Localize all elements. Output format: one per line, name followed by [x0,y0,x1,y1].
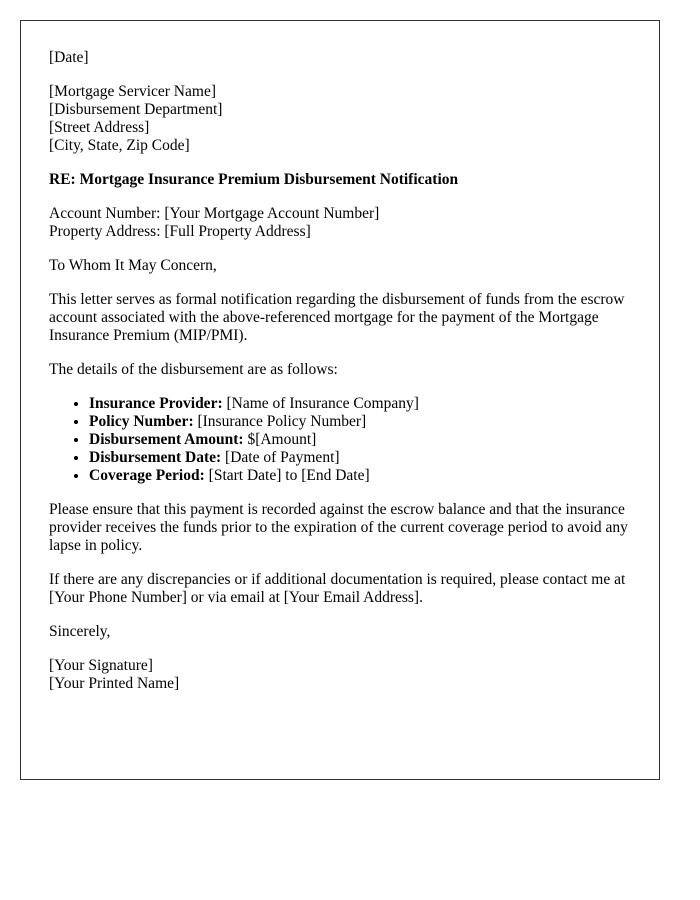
ensure-paragraph: Please ensure that this payment is recorded against the escrow balance and that the insurance provider receives the funds prior to the expiration of the current coverage period to avoid any lapse in policy. [49,501,628,554]
contact-paragraph: If there are any discrepancies or if additional documentation is required, please contact me at [Your Phone Number] or via email at [Your Email Address]. [49,571,626,606]
recipient-street: [Street Address] [49,119,150,136]
detail-value: $[Amount] [243,431,317,448]
detail-label: Insurance Provider: [89,395,223,412]
details-intro: The details of the disbursement are as follows: [49,361,338,378]
letter [20,20,660,780]
property-address: Property Address: [Full Property Address] [49,223,311,240]
salutation [49,257,631,275]
recipient-city: [City, State, Zip Code] [49,137,190,154]
detail-label: Policy Number: [89,413,194,430]
letter-date: [Date] [49,49,89,66]
recipient-department: [Disbursement Department] [49,101,223,118]
recipient-address [49,83,631,155]
subject-line [49,171,631,189]
detail-item-disbursement-date [89,449,631,467]
closing [49,623,631,641]
subject-text: RE: Mortgage Insurance Premium Disbursement Notification [49,171,459,188]
detail-value: [Name of Insurance Company] [222,395,419,412]
detail-item-policy-number [89,413,631,431]
signature-line: [Your Signature] [49,657,153,674]
detail-label: Disbursement Date: [89,449,222,466]
salutation-text: To Whom It May Concern, [49,257,217,274]
detail-item-coverage-period [89,467,631,485]
detail-item-disbursement-amount [89,431,631,449]
detail-value: [Date of Payment] [221,449,340,466]
intro-paragraph: This letter serves as formal notification regarding the disbursement of funds from the escrow account associated with the above-referenced mortgage for the payment of the Mortgage Insurance Premium (MIP/PMI). [49,291,625,344]
printed-name: [Your Printed Name] [49,675,180,692]
detail-value: [Start Date] to [End Date] [204,467,370,484]
date-block [49,49,631,67]
signature-block [49,657,631,693]
account-number: Account Number: [Your Mortgage Account Number] [49,205,380,222]
details-list [49,395,631,485]
account-info [49,205,631,241]
closing-text: Sincerely, [49,623,111,640]
recipient-name: [Mortgage Servicer Name] [49,83,216,100]
detail-item-insurance-provider [89,395,631,413]
detail-label: Coverage Period: [89,467,205,484]
detail-label: Disbursement Amount: [89,431,244,448]
detail-value: [Insurance Policy Number] [193,413,367,430]
